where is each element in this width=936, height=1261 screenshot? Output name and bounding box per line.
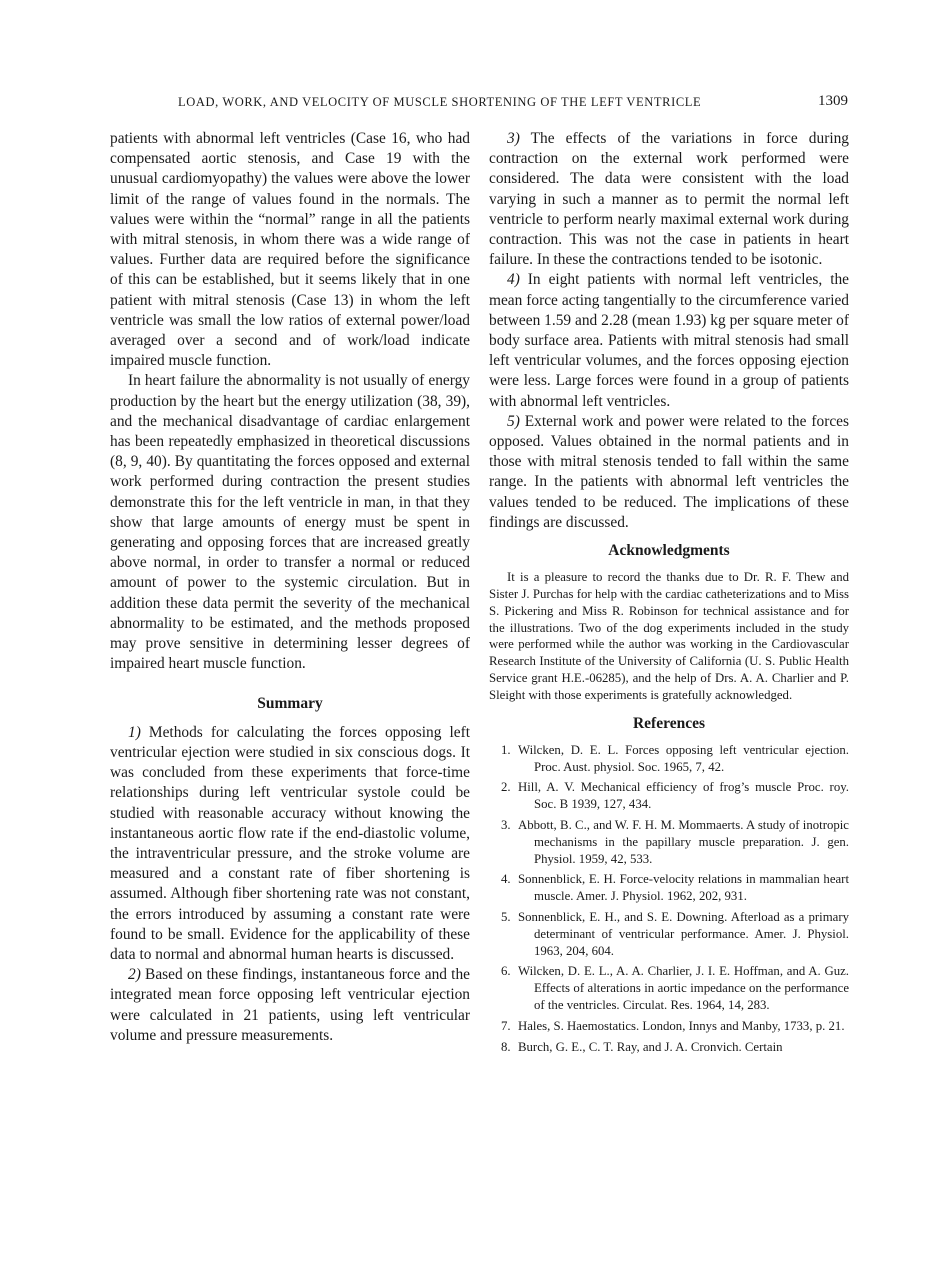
summary-item-2-number: 2): [128, 966, 141, 984]
reference-item: 6. Wilcken, D. E. L., A. A. Charlier, J. I. E. Hoffman, and A. Guz. Effects of alterations in aortic impedance on the performance of the ventricles. Circulat. Res. 1964, 14, 283.: [501, 964, 849, 1012]
reference-item: 5. Sonnenblick, E. H., and S. E. Downing. Afterload as a primary determinant of ventricular performance. Amer. J. Physiol. 1963, 204, 604.: [501, 910, 849, 958]
summary-item-5: [489, 412, 849, 533]
references-list: [489, 742, 849, 1056]
summary-item-4-number: 4): [507, 271, 520, 289]
summary-item-3-number: 3): [507, 130, 520, 147]
summary-item-3: [489, 129, 849, 270]
reference-item: 8. Burch, G. E., C. T. Ray, and J. A. Cronvich. Certain: [501, 1039, 783, 1054]
summary-item-3-text: The effects of the variations in force during contraction on the external work performed were considered. The data were consistent with the load varying in such a manner as to permit the normal left ventricle to perform nearly maximal external work during contraction. This was not the case in patients in heart failure. In these the contractions tended to be isotonic.: [489, 130, 849, 269]
summary-heading: Summary: [257, 695, 323, 713]
reference-item: 4. Sonnenblick, E. H. Force-velocity relations in mammalian heart muscle. Amer. J. Physiol. 1962, 202, 931.: [501, 872, 849, 904]
reference-item: 2. Hill, A. V. Mechanical efficiency of frog’s muscle Proc. roy. Soc. B 1939, 127, 434.: [501, 780, 849, 812]
summary-item-4: [489, 270, 849, 411]
summary-item-2: [110, 965, 470, 1046]
reference-item: 1. Wilcken, D. E. L. Forces opposing left ventricular ejection. Proc. Aust. physiol. Soc. 1965, 7, 42.: [501, 742, 849, 774]
page-number: 1309: [818, 93, 848, 109]
reference-item: 7. Hales, S. Haemostatics. London, Innys and Manby, 1733, p. 21.: [501, 1018, 845, 1033]
left-column: [110, 129, 470, 1046]
acknowledgments-text: It is a pleasure to record the thanks due to Dr. R. F. Thew and Sister J. Purchas for help with the cardiac catheterizations and to Miss S. Pickering and Miss R. Robinson for technical assistance and for the illustrations. Two of the dog experiments included in the study were performed while the author was working in the Cardiovascular Research Institute of the University of California (U. S. Public Health Service grant H.E.-06285), and the help of Drs. A. A. Charlier and P. Sleight with those experiments is gratefully acknowledged.: [489, 570, 849, 702]
summary-item-2-text: Based on these findings, instantaneous force and the integrated mean force opposing left ventricular ejection were calculated in 21 patients, using left ventricular volume and pressure measurements.: [110, 966, 470, 1044]
summary-item-5-number: 5): [507, 412, 520, 430]
discussion-paragraph-1: patients with abnormal left ventricles (Case 16, who had compensated aortic stenosis, and Case 19 with the unusual cardiomyopathy) the values were above the lower limit of the range of values found in the normals. The values were within the “normal” range in all the patients with mitral stenosis, in whom there was a wide range of values. Further data are required before the significance of this can be established, but it seems likely that in one patient with mitral stenosis (Case 13) in whom the left ventricle was small the low ratios of external power/load averaged over a second and of work/load indicate impaired muscle function.: [110, 130, 470, 370]
summary-item-1-text: Methods for calculating the forces opposing left ventricular ejection were studied in six conscious dogs. It was concluded from these experiments that force-time relationships during left ventricular systole could be studied with reasonable accuracy without knowing the instantaneous aortic flow rate if the end-diastolic volume, the intraventricular pressure, and the stroke volume are measured and a constant rate of fiber shortening is assumed. Although fiber shortening rate was not constant, the errors introduced by assuming a constant rate were found to be small. Evidence for the applicability of these data to normal and abnormal human hearts is discussed.: [110, 723, 470, 963]
references-heading: References: [632, 714, 705, 732]
acknowledgments-section: [489, 569, 849, 703]
summary-item-1-number: 1): [128, 723, 141, 741]
summary-item-5-text: External work and power were related to the forces opposed. Values obtained in the normal patients and in those with mitral stenosis tended to fall within the same range. In the patients with abnormal left ventricles the values tended to be reduced. The implications of these findings are discussed.: [489, 412, 849, 531]
discussion-paragraph-2: In heart failure the abnormality is not usually of energy production by the heart but the energy utilization (38, 39), and the mechanical disadvantage of cardiac enlargement has been repeatedly emphasized in theoretical discussions (8, 9, 40). By quantitating the forces opposed and external work performed during contraction the present studies demonstrate this for the left ventricle in man, in that they show that large amounts of energy must be spent in generating and opposing forces that are increased greatly above normal, in order to transfer a normal or reduced amount of power to the systemic circulation. But in addition these data permit the severity of the mechanical abnormality to be estimated, and the methods proposed may prove sensitive in determining lesser degrees of impaired heart muscle function.: [110, 372, 470, 673]
running-title: LOAD, WORK, AND VELOCITY OF MUSCLE SHORTENING OF THE LEFT VENTRICLE: [178, 95, 702, 109]
right-column: [489, 129, 849, 1059]
summary-item-1: [110, 723, 470, 965]
acknowledgments-heading: Acknowledgments: [608, 542, 730, 560]
reference-item: 3. Abbott, B. C., and W. F. H. M. Mommaerts. A study of inotropic mechanisms in the papillary muscle preparation. J. gen. Physiol. 1959, 42, 533.: [501, 818, 849, 866]
summary-item-4-text: In eight patients with normal left ventricles, the mean force acting tangentially to the circumference varied between 1.59 and 2.28 (mean 1.93) kg per square meter of body surface area. Patients with mitral stenosis had small left ventricular volumes, and the forces opposing ejection were less. Large forces were found in a group of patients with abnormal left ventricles.: [489, 271, 849, 410]
